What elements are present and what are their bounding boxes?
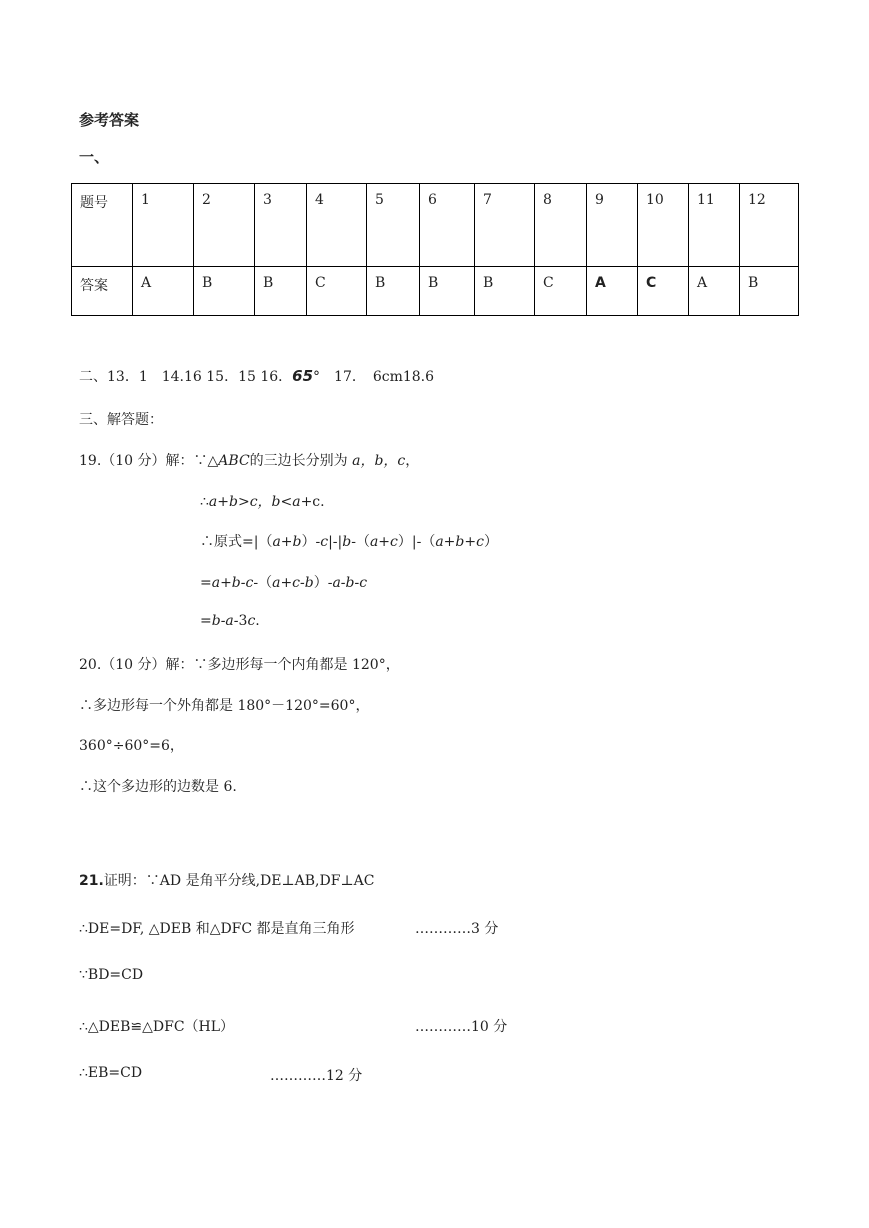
section-three-heading: 三、解答题： bbox=[79, 412, 163, 428]
table-cell: 4 bbox=[307, 184, 367, 267]
q19-line-2: ∴a+b>c，b<a+c. bbox=[200, 494, 325, 510]
table-cell: 9 bbox=[587, 184, 638, 267]
q21-line-2: ∴DE=DF, △DEB 和△DFC 都是直角三角形 bbox=[79, 921, 355, 937]
table-cell: 5 bbox=[367, 184, 420, 267]
page-title: 参考答案 bbox=[79, 111, 140, 129]
table-cell: 2 bbox=[194, 184, 255, 267]
table-cell: 8 bbox=[535, 184, 587, 267]
q20-line-2: ∴多边形每一个外角都是 180°－120°=60°， bbox=[79, 698, 370, 714]
table-cell: 3 bbox=[255, 184, 307, 267]
table-row-answers bbox=[72, 267, 799, 316]
table-cell: B bbox=[475, 267, 535, 316]
q21-line-3: ∵BD=CD bbox=[79, 967, 144, 983]
table-cell: C bbox=[535, 267, 587, 316]
table-cell: 12 bbox=[740, 184, 799, 267]
table-cell: 7 bbox=[475, 184, 535, 267]
q19-line-3: ∴原式=|（a+b）-c|-|b-（a+c）|-（a+b+c） bbox=[200, 534, 498, 550]
table-cell: 11 bbox=[689, 184, 740, 267]
table-cell: A bbox=[689, 267, 740, 316]
table-cell: 6 bbox=[420, 184, 475, 267]
section-one-heading: 一、 bbox=[79, 148, 110, 166]
table-cell: 1 bbox=[133, 184, 194, 267]
table-cell: B bbox=[367, 267, 420, 316]
table-cell: 10 bbox=[638, 184, 689, 267]
table-cell: B bbox=[420, 267, 475, 316]
table-cell: B bbox=[255, 267, 307, 316]
q21-line-4: ∴△DEB≌△DFC（HL） bbox=[79, 1019, 235, 1035]
answer-table bbox=[71, 183, 799, 316]
table-row-numbers bbox=[72, 184, 799, 267]
table-cell: A bbox=[587, 267, 638, 316]
q21-score-12: …………12 分 bbox=[270, 1068, 363, 1084]
q21-score-10: …………10 分 bbox=[415, 1019, 508, 1035]
q21-line-1: 21.证明：∵AD 是角平分线,DE⊥AB,DF⊥AC bbox=[79, 873, 375, 889]
q20-line-1: 20.（10 分）解：∵多边形每一个内角都是 120°， bbox=[79, 657, 400, 673]
table-cell: B bbox=[740, 267, 799, 316]
q20-line-3: 360°÷60°=6， bbox=[79, 738, 184, 754]
q19-line-5: =b-a-3c. bbox=[200, 613, 260, 629]
q20-line-4: ∴这个多边形的边数是 6. bbox=[79, 779, 237, 795]
table-header-cell: 题号 bbox=[72, 184, 133, 267]
q21-score-3: …………3 分 bbox=[415, 921, 499, 937]
q19-line-1: 19.（10 分）解：∵△ABC的三边长分别为 a，b，c， bbox=[79, 453, 420, 469]
table-header-cell: 答案 bbox=[72, 267, 133, 316]
table-cell: B bbox=[194, 267, 255, 316]
table-cell: C bbox=[307, 267, 367, 316]
table-cell: A bbox=[133, 267, 194, 316]
table-cell: C bbox=[638, 267, 689, 316]
fill-in-answers: 二、13．1 14.16 15．15 16．65° 17． 6cm18.6 bbox=[79, 367, 435, 385]
q19-line-4: =a+b-c-（a+c-b）-a-b-c bbox=[200, 575, 368, 591]
q21-line-5: ∴EB=CD bbox=[79, 1065, 143, 1081]
